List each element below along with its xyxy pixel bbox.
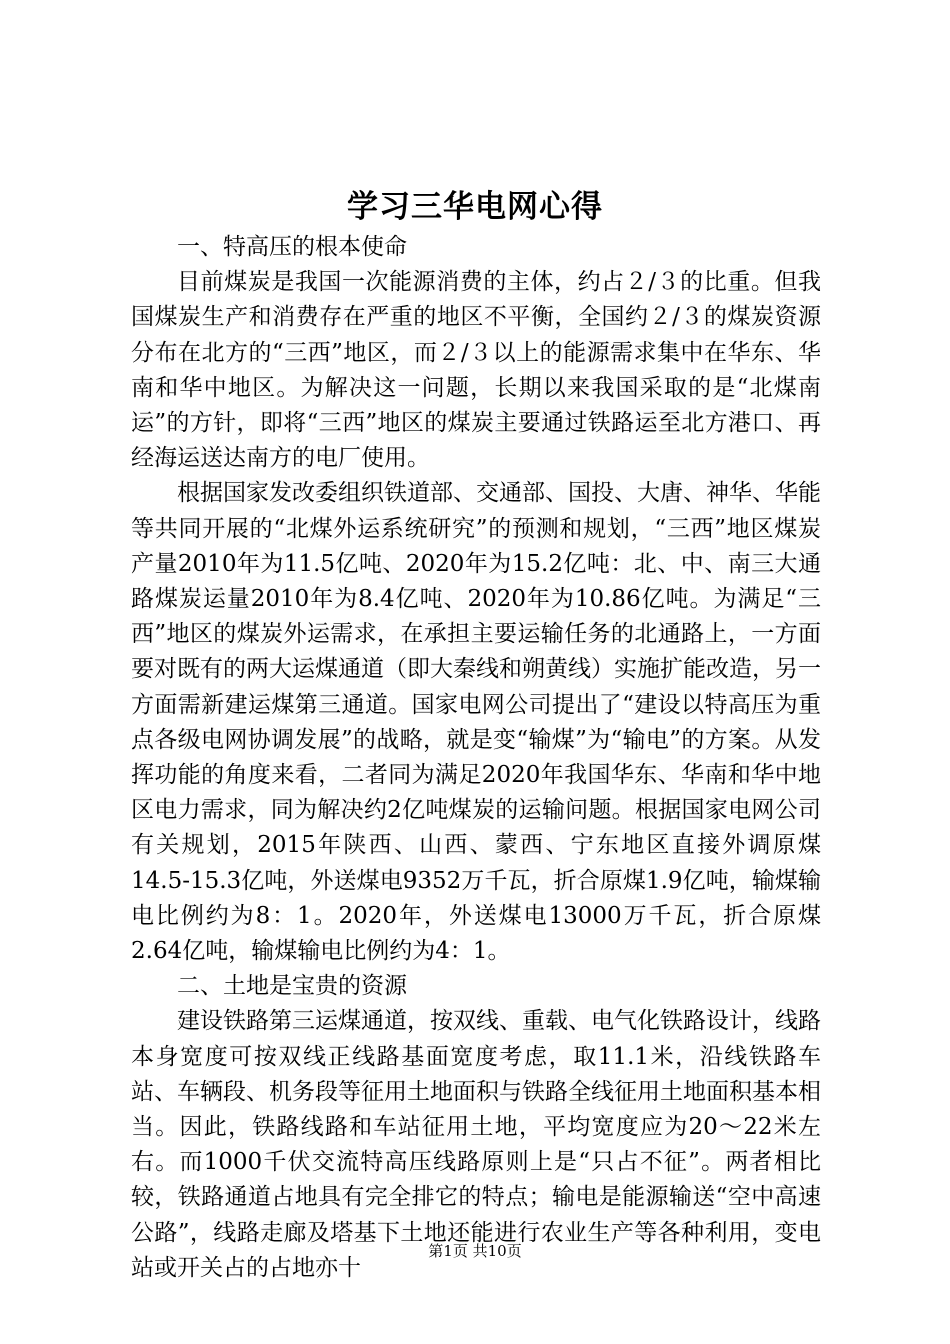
paragraph: 根据国家发改委组织铁道部、交通部、国投、大唐、神华、华能等共同开展的“北煤外运系统研究”的预测和规划，“三西”地区煤炭产量2010年为11.5亿吨、2020年为15.2亿吨：北、中、南三大通路煤炭运量2010年为8.4亿吨、2020年为10.86亿吨。为满足“三西”地区的煤炭外运需求，在承担主要运输任务的北通路上，一方面要对既有的两大运煤通道（即大秦线和朔黄线）实施扩能改造，另一方面需新建运煤第三通道。国家电网公司提出了“建设以特高压为重点各级电网协调发展”的战略，就是变“输煤”为“输电”的方案。从发挥功能的角度来看，二者同为满足2020年我国华东、华南和华中地区电力需求，同为解决约2亿吨煤炭的运输问题。根据国家电网公司有关规划，2015年陕西、山西、蒙西、宁东地区直接外调原煤14.5-15.3亿吨，外送煤电9352万千瓦，折合原煤1.9亿吨，输煤输电比例约为8：1。2020年，外送煤电13000万千瓦，折合原煤2.64亿吨，输煤输电比例约为4：1。 xyxy=(131,480,821,965)
page-title: 学习三华电网心得 xyxy=(347,189,603,225)
section-heading: 二、土地是宝贵的资源 xyxy=(177,973,407,1000)
page-footer: 第1页 共10页 xyxy=(428,1242,522,1260)
section-heading: 一、特高压的根本使命 xyxy=(177,234,407,260)
document-body xyxy=(131,230,821,1286)
paragraph: 目前煤炭是我国一次能源消费的主体，约占２/３的比重。但我国煤炭生产和消费存在严重的地区不平衡，全国约２/３的煤炭资源分布在北方的“三西”地区，而２/３以上的能源需求集中在华东、华南和华中地区。为解决这一问题，长期以来我国采取的是“北煤南运”的方针，即将“三西”地区的煤炭主要通过铁路运至北方港口、再经海运送达南方的电厂使用。 xyxy=(131,269,821,472)
paragraph: 建设铁路第三运煤通道，按双线、重载、电气化铁路设计，线路本身宽度可按双线正线路基面宽度考虑，取11.1米，沿线铁路车站、车辆段、机务段等征用土地面积与铁路全线征用土地面积基本相当。因此，铁路线路和车站征用土地，平均宽度应为20～22米左右。而1000千伏交流特高压线路原则上是“只占不征”。两者相比较，铁路通道占地具有完全排它的特点；输电是能源输送“空中高速公路”，线路走廊及塔基下土地还能进行农业生产等各种利用，变电站或开关占的占地亦十 xyxy=(131,1008,821,1281)
